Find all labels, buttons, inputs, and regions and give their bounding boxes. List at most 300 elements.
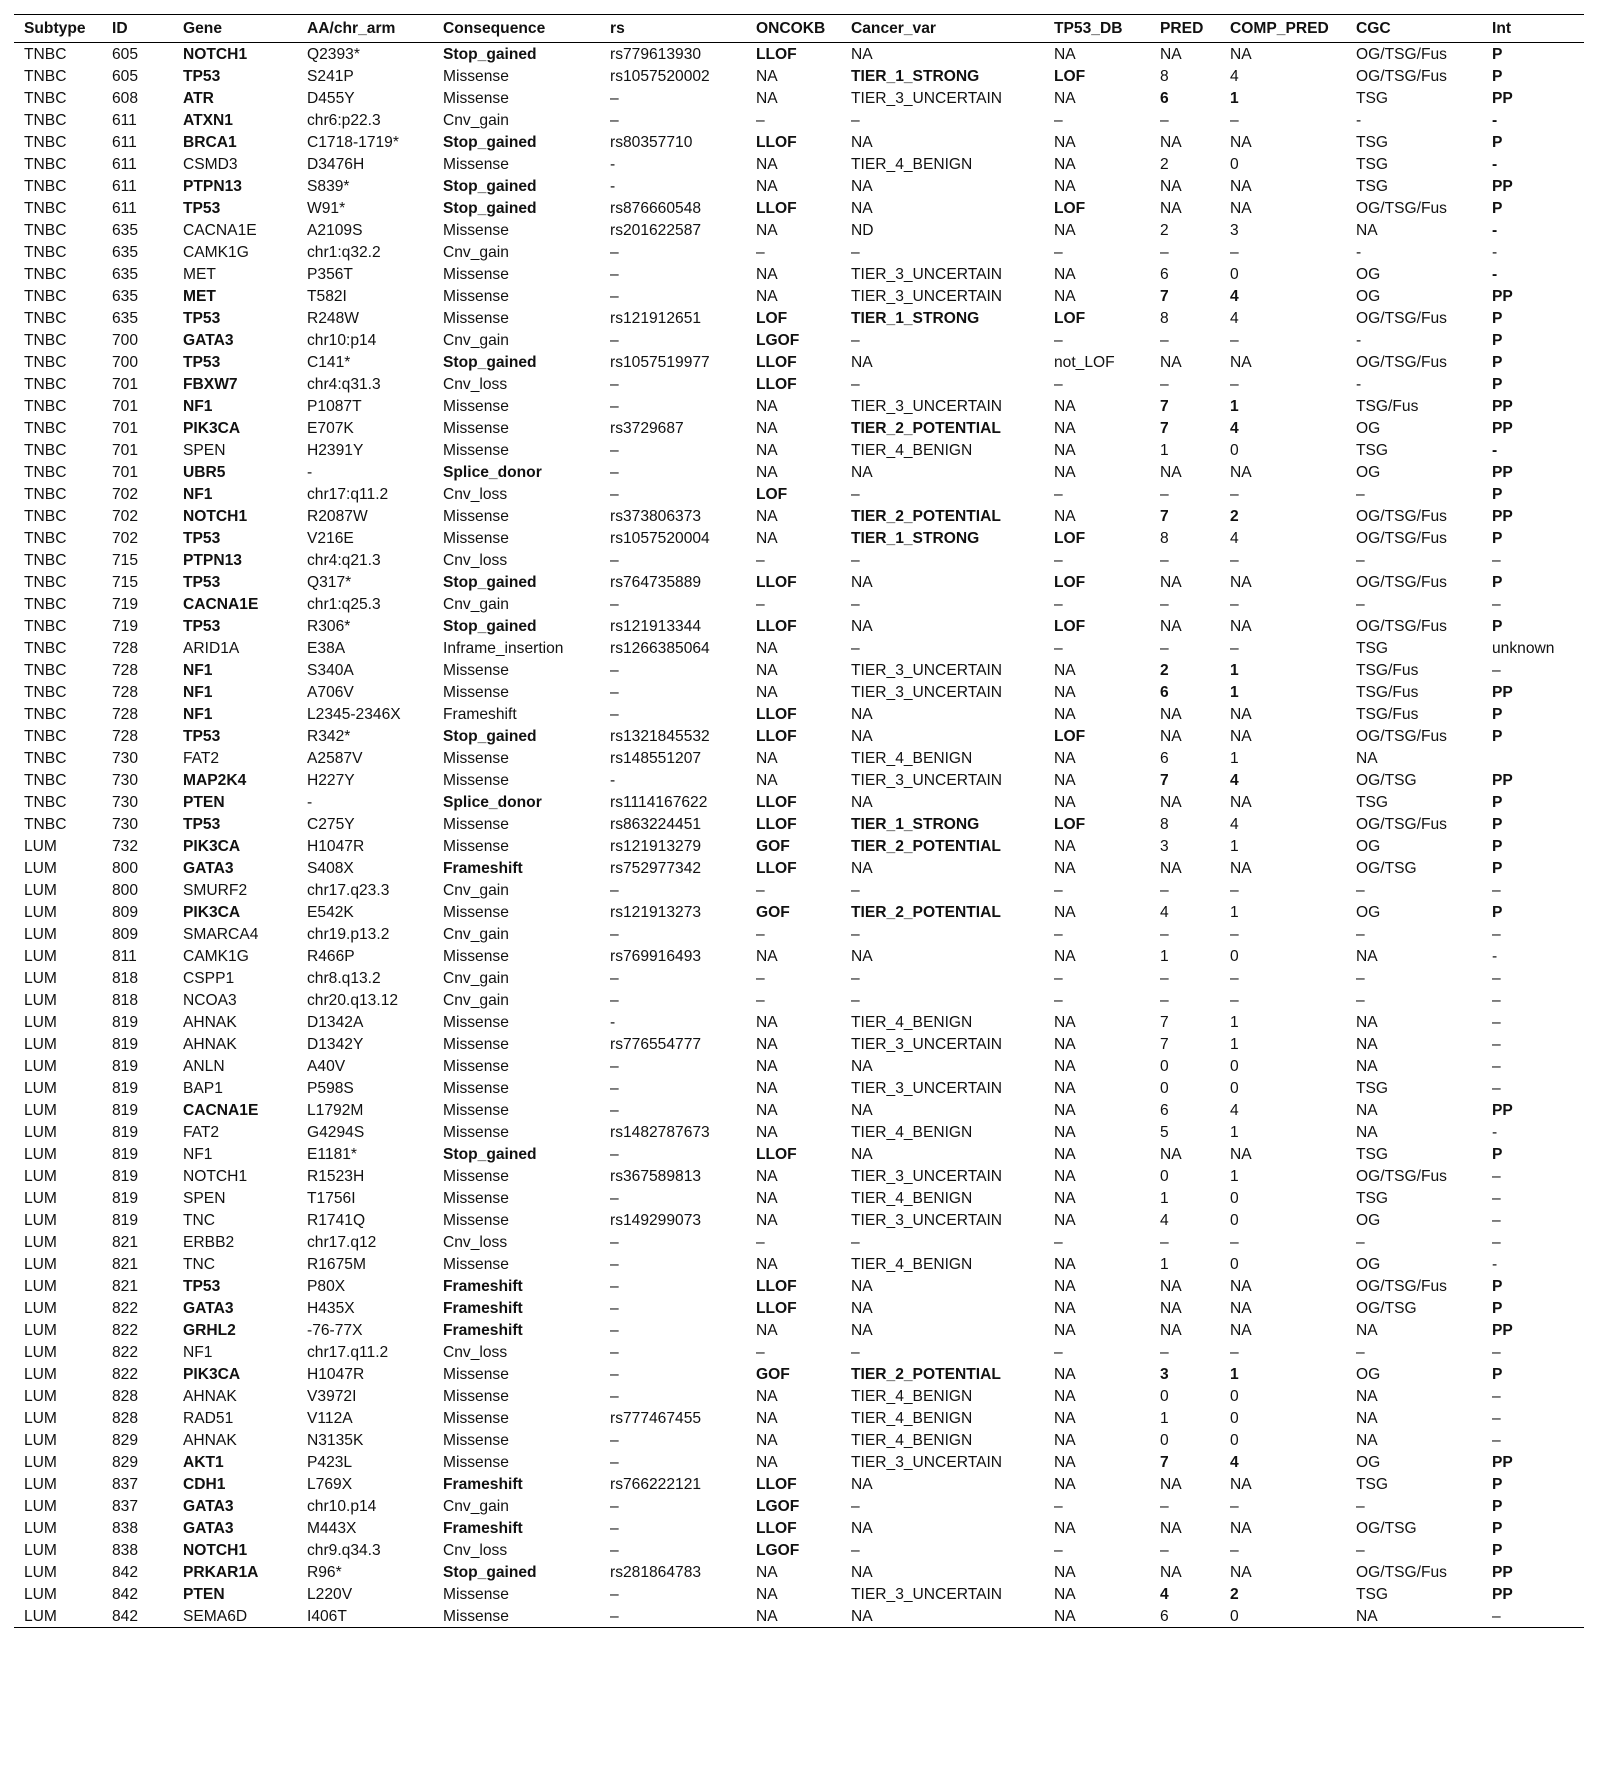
cell-tp53-db: NA: [1054, 1058, 1076, 1075]
cell-cgc: NA: [1356, 750, 1378, 767]
cell-pred: 1: [1160, 1190, 1169, 1207]
cell-cancer-var: TIER_2_POTENTIAL: [851, 508, 1001, 525]
cell-cgc: OG/TSG/Fus: [1356, 508, 1447, 525]
table-row: [14, 351, 1584, 373]
cell-id: 842: [112, 1586, 139, 1603]
cell-cgc: TSG: [1356, 134, 1389, 151]
cell-gene: RAD51: [183, 1410, 234, 1427]
table-header: [14, 15, 1584, 43]
cell-id: 819: [112, 1058, 139, 1075]
cell-oncokb: NA: [756, 640, 778, 657]
cell-pred: –: [1160, 992, 1169, 1009]
cell-pred: 1: [1160, 948, 1169, 965]
cell-rs: –: [610, 1498, 619, 1515]
cell-comp-pred: 4: [1230, 772, 1239, 789]
cell-consequence: Frameshift: [443, 1476, 523, 1493]
cell-oncokb: NA: [756, 68, 778, 85]
table-row: [14, 263, 1584, 285]
table-row: [14, 1253, 1584, 1275]
cell-tp53-db: LOF: [1054, 574, 1086, 591]
table-row: [14, 1121, 1584, 1143]
cell-gene: BAP1: [183, 1080, 223, 1097]
cell-tp53-db: NA: [1054, 46, 1076, 63]
cell-cancer-var: TIER_3_UNCERTAIN: [851, 266, 1003, 283]
cell-subtype: TNBC: [24, 816, 67, 833]
cell-pred: –: [1160, 1542, 1169, 1559]
cell-int: [1482, 747, 1584, 769]
cell-id: 605: [112, 68, 139, 85]
cell-cgc: TSG/Fus: [1356, 398, 1419, 415]
cell-int: –: [1492, 1058, 1501, 1075]
cell-subtype: LUM: [24, 1212, 57, 1229]
cell-comp-pred: –: [1230, 1498, 1239, 1515]
cell-consequence: Frameshift: [443, 1520, 523, 1537]
cell-tp53-db: NA: [1054, 860, 1076, 877]
cell-id: 715: [112, 552, 139, 569]
table-row: [14, 1385, 1584, 1407]
cell-cancer-var: TIER_1_STRONG: [851, 816, 980, 833]
cell-id: 828: [112, 1388, 139, 1405]
cell-subtype: TNBC: [24, 288, 67, 305]
cell-int: P: [1492, 1366, 1503, 1383]
cell-cancer-var: –: [851, 992, 860, 1009]
cell-gene: CAMK1G: [183, 948, 249, 965]
cell-consequence: Missense: [443, 838, 509, 855]
cell-subtype: LUM: [24, 1102, 57, 1119]
cell-gene: TP53: [183, 354, 221, 371]
cell-int: –: [1492, 1388, 1501, 1405]
cell-cancer-var: –: [851, 1234, 860, 1251]
cell-pred: 7: [1160, 508, 1169, 525]
cell-cancer-var: NA: [851, 728, 873, 745]
cell-oncokb: NA: [756, 1168, 778, 1185]
cell-gene: BRCA1: [183, 134, 237, 151]
cell-rs: –: [610, 398, 619, 415]
cell-id: 842: [112, 1608, 139, 1625]
table-row: [14, 637, 1584, 659]
cell-subtype: TNBC: [24, 376, 67, 393]
cell-id: 635: [112, 288, 139, 305]
cell-oncokb: LLOF: [756, 618, 797, 635]
cell-cancer-var: NA: [851, 178, 873, 195]
cell-cgc: OG: [1356, 464, 1381, 481]
cell-rs: rs876660548: [610, 200, 702, 217]
cell-int: -: [1492, 266, 1498, 283]
cell-int: P: [1492, 200, 1503, 217]
cell-cgc: NA: [1356, 1432, 1378, 1449]
cell-pred: NA: [1160, 794, 1182, 811]
cell-subtype: TNBC: [24, 750, 67, 767]
cell-cgc: NA: [1356, 1124, 1378, 1141]
cell-gene: TP53: [183, 574, 221, 591]
cell-pred: 7: [1160, 1014, 1169, 1031]
cell-aa-chr-arm: P80X: [307, 1278, 346, 1295]
cell-comp-pred: –: [1230, 926, 1239, 943]
cell-cgc: –: [1356, 970, 1365, 987]
cell-id: 611: [112, 134, 137, 151]
cell-pred: 2: [1160, 222, 1169, 239]
cell-cancer-var: NA: [851, 1608, 873, 1625]
cell-subtype: LUM: [24, 1520, 57, 1537]
table-row: [14, 1407, 1584, 1429]
cell-comp-pred: NA: [1230, 1322, 1252, 1339]
cell-cancer-var: NA: [851, 706, 873, 723]
cell-comp-pred: NA: [1230, 1564, 1252, 1581]
cell-subtype: LUM: [24, 1388, 57, 1405]
cell-cgc: –: [1356, 1498, 1365, 1515]
table-row: [14, 65, 1584, 87]
cell-rs: –: [610, 1300, 619, 1317]
table-row: [14, 1011, 1584, 1033]
cell-id: 728: [112, 684, 139, 701]
table-row: [14, 1539, 1584, 1561]
table-row: [14, 1275, 1584, 1297]
cell-aa-chr-arm: T1756I: [307, 1190, 356, 1207]
cell-comp-pred: NA: [1230, 354, 1252, 371]
cell-rs: –: [610, 464, 619, 481]
cell-aa-chr-arm: R248W: [307, 310, 359, 327]
cell-cancer-var: –: [851, 970, 860, 987]
cell-cancer-var: TIER_3_UNCERTAIN: [851, 684, 1003, 701]
cell-cgc: OG/TSG/Fus: [1356, 728, 1447, 745]
cell-rs: –: [610, 882, 619, 899]
cell-rs: rs121912651: [610, 310, 702, 327]
cell-rs: –: [610, 1388, 619, 1405]
cell-int: –: [1492, 992, 1501, 1009]
cell-cancer-var: TIER_2_POTENTIAL: [851, 420, 1001, 437]
cell-cgc: TSG: [1356, 156, 1389, 173]
cell-gene: GATA3: [183, 1520, 234, 1537]
cell-comp-pred: 1: [1230, 662, 1239, 679]
cell-cgc: NA: [1356, 1102, 1378, 1119]
cell-cancer-var: TIER_3_UNCERTAIN: [851, 772, 1003, 789]
cell-rs: rs776554777: [610, 1036, 702, 1053]
cell-subtype: LUM: [24, 1300, 57, 1317]
cell-gene: TP53: [183, 1278, 221, 1295]
cell-int: PP: [1492, 288, 1513, 305]
cell-pred: –: [1160, 552, 1169, 569]
table-row: [14, 131, 1584, 153]
cell-tp53-db: –: [1054, 244, 1063, 261]
cell-subtype: LUM: [24, 1322, 57, 1339]
cell-int: –: [1492, 1212, 1501, 1229]
table-row: [14, 1209, 1584, 1231]
cell-rs: -: [610, 178, 616, 195]
cell-aa-chr-arm: chr1:q32.2: [307, 244, 381, 261]
cell-comp-pred: NA: [1230, 618, 1252, 635]
cell-id: 838: [112, 1520, 139, 1537]
cell-subtype: TNBC: [24, 134, 67, 151]
cell-tp53-db: LOF: [1054, 200, 1086, 217]
cell-consequence: Missense: [443, 1432, 509, 1449]
cell-consequence: Missense: [443, 68, 509, 85]
cell-gene: FAT2: [183, 1124, 220, 1141]
cell-id: 635: [112, 244, 139, 261]
cell-gene: SEMA6D: [183, 1608, 248, 1625]
cell-pred: 1: [1160, 1256, 1169, 1273]
cell-tp53-db: LOF: [1054, 728, 1086, 745]
cell-cgc: OG/TSG: [1356, 772, 1417, 789]
cell-oncokb: NA: [756, 750, 778, 767]
cell-oncokb: NA: [756, 156, 778, 173]
cell-aa-chr-arm: D1342Y: [307, 1036, 364, 1053]
cell-cancer-var: NA: [851, 1476, 873, 1493]
cell-int: P: [1492, 1498, 1503, 1515]
cell-id: 842: [112, 1564, 139, 1581]
cell-consequence: Missense: [443, 1212, 509, 1229]
cell-oncokb: NA: [756, 508, 778, 525]
cell-aa-chr-arm: S408X: [307, 860, 354, 877]
cell-oncokb: LLOF: [756, 728, 797, 745]
header-cancer-var: Cancer_var: [851, 20, 936, 37]
cell-subtype: TNBC: [24, 222, 67, 239]
cell-cancer-var: TIER_3_UNCERTAIN: [851, 398, 1003, 415]
cell-cgc: TSG/Fus: [1356, 706, 1419, 723]
cell-oncokb: –: [756, 552, 765, 569]
cell-gene: GATA3: [183, 860, 234, 877]
cell-id: 702: [112, 486, 139, 503]
cell-oncokb: NA: [756, 1432, 778, 1449]
cell-oncokb: –: [756, 992, 765, 1009]
cell-consequence: Missense: [443, 1366, 509, 1383]
cell-consequence: Inframe_insertion: [443, 640, 564, 657]
table-row: [14, 989, 1584, 1011]
cell-pred: 5: [1160, 1124, 1169, 1141]
cell-consequence: Cnv_loss: [443, 486, 508, 503]
cell-int: PP: [1492, 1102, 1513, 1119]
cell-pred: NA: [1160, 354, 1182, 371]
variant-table-container: [14, 14, 1584, 1628]
cell-pred: 7: [1160, 288, 1169, 305]
table-row: [14, 1473, 1584, 1495]
cell-rs: –: [610, 1432, 619, 1449]
cell-consequence: Missense: [443, 948, 509, 965]
cell-tp53-db: NA: [1054, 750, 1076, 767]
cell-gene: GRHL2: [183, 1322, 236, 1339]
cell-oncokb: –: [756, 1234, 765, 1251]
cell-consequence: Missense: [443, 1608, 509, 1625]
cell-comp-pred: NA: [1230, 728, 1252, 745]
cell-id: 811: [112, 948, 137, 965]
table-row: [14, 1341, 1584, 1363]
cell-cancer-var: NA: [851, 1322, 873, 1339]
cell-aa-chr-arm: R96*: [307, 1564, 342, 1581]
cell-tp53-db: NA: [1054, 838, 1076, 855]
cell-cancer-var: –: [851, 552, 860, 569]
cell-cgc: –: [1356, 992, 1365, 1009]
cell-gene: TP53: [183, 530, 221, 547]
cell-comp-pred: 1: [1230, 1036, 1239, 1053]
cell-consequence: Missense: [443, 530, 509, 547]
cell-int: PP: [1492, 398, 1513, 415]
header-oncokb: ONCOKB: [756, 20, 826, 37]
cell-aa-chr-arm: H1047R: [307, 1366, 365, 1383]
cell-cancer-var: NA: [851, 1300, 873, 1317]
cell-aa-chr-arm: R466P: [307, 948, 355, 965]
cell-id: 730: [112, 750, 139, 767]
cell-aa-chr-arm: D3476H: [307, 156, 365, 173]
cell-id: 809: [112, 926, 139, 943]
cell-oncokb: NA: [756, 1124, 778, 1141]
cell-gene: TP53: [183, 816, 221, 833]
cell-int: PP: [1492, 1322, 1513, 1339]
cell-gene: CACNA1E: [183, 596, 259, 613]
cell-gene: ATR: [183, 90, 214, 107]
cell-pred: 0: [1160, 1432, 1169, 1449]
cell-pred: NA: [1160, 1476, 1182, 1493]
cell-oncokb: NA: [756, 772, 778, 789]
cell-cgc: NA: [1356, 222, 1378, 239]
cell-comp-pred: 4: [1230, 1454, 1239, 1471]
cell-gene: CACNA1E: [183, 1102, 259, 1119]
cell-cancer-var: TIER_4_BENIGN: [851, 750, 973, 767]
cell-cgc: OG: [1356, 288, 1381, 305]
cell-pred: 2: [1160, 662, 1169, 679]
cell-cgc: TSG: [1356, 1146, 1389, 1163]
cell-consequence: Stop_gained: [443, 178, 537, 195]
cell-gene: GATA3: [183, 332, 234, 349]
cell-aa-chr-arm: H1047R: [307, 838, 365, 855]
cell-gene: AHNAK: [183, 1014, 237, 1031]
table-row: [14, 1165, 1584, 1187]
cell-rs: –: [610, 1190, 619, 1207]
cell-tp53-db: NA: [1054, 266, 1076, 283]
cell-id: 838: [112, 1542, 139, 1559]
cell-gene: PTPN13: [183, 178, 242, 195]
cell-id: 821: [112, 1278, 139, 1295]
cell-id: 611: [112, 200, 137, 217]
cell-rs: rs121913344: [610, 618, 702, 635]
cell-cancer-var: TIER_1_STRONG: [851, 68, 980, 85]
cell-consequence: Stop_gained: [443, 200, 537, 217]
cell-tp53-db: NA: [1054, 1410, 1076, 1427]
cell-aa-chr-arm: W91*: [307, 200, 346, 217]
cell-gene: TP53: [183, 200, 221, 217]
cell-int: –: [1492, 882, 1501, 899]
cell-subtype: LUM: [24, 1036, 57, 1053]
cell-cancer-var: –: [851, 112, 860, 129]
cell-consequence: Splice_donor: [443, 794, 542, 811]
cell-aa-chr-arm: H227Y: [307, 772, 355, 789]
cell-gene: SMARCA4: [183, 926, 259, 943]
cell-oncokb: NA: [756, 1080, 778, 1097]
cell-aa-chr-arm: T582I: [307, 288, 347, 305]
cell-subtype: TNBC: [24, 530, 67, 547]
cell-tp53-db: –: [1054, 332, 1063, 349]
header-consequence: Consequence: [443, 20, 546, 37]
cell-subtype: LUM: [24, 1278, 57, 1295]
cell-comp-pred: 0: [1230, 266, 1239, 283]
cell-int: -: [1492, 244, 1498, 261]
cell-cgc: NA: [1356, 1322, 1378, 1339]
cell-gene: CSMD3: [183, 156, 238, 173]
cell-int: –: [1492, 1410, 1501, 1427]
table-row: [14, 219, 1584, 241]
cell-pred: NA: [1160, 728, 1182, 745]
cell-cancer-var: –: [851, 376, 860, 393]
cell-aa-chr-arm: chr8.q13.2: [307, 970, 381, 987]
cell-oncokb: NA: [756, 1454, 778, 1471]
cell-oncokb: NA: [756, 1058, 778, 1075]
cell-oncokb: LLOF: [756, 46, 797, 63]
cell-aa-chr-arm: chr9.q34.3: [307, 1542, 381, 1559]
cell-gene: NOTCH1: [183, 1542, 248, 1559]
cell-subtype: TNBC: [24, 200, 67, 217]
cell-comp-pred: –: [1230, 376, 1239, 393]
cell-pred: –: [1160, 332, 1169, 349]
cell-rs: –: [610, 244, 619, 261]
cell-cancer-var: –: [851, 244, 860, 261]
cell-cgc: TSG: [1356, 442, 1389, 459]
cell-aa-chr-arm: L2345-2346X: [307, 706, 401, 723]
cell-oncokb: LLOF: [756, 574, 797, 591]
cell-aa-chr-arm: C141*: [307, 354, 351, 371]
cell-tp53-db: –: [1054, 992, 1063, 1009]
cell-subtype: LUM: [24, 1234, 57, 1251]
cell-gene: MAP2K4: [183, 772, 247, 789]
table-row: [14, 1187, 1584, 1209]
cell-cgc: OG: [1356, 1212, 1381, 1229]
cell-subtype: LUM: [24, 1014, 57, 1031]
cell-oncokb: LGOF: [756, 1498, 800, 1515]
cell-pred: 0: [1160, 1080, 1169, 1097]
cell-int: P: [1492, 46, 1503, 63]
cell-consequence: Cnv_gain: [443, 112, 509, 129]
cell-int: -: [1492, 442, 1498, 459]
cell-cancer-var: TIER_4_BENIGN: [851, 1432, 973, 1449]
cell-rs: –: [610, 332, 619, 349]
cell-rs: rs1321845532: [610, 728, 710, 745]
cell-comp-pred: –: [1230, 332, 1239, 349]
cell-oncokb: LLOF: [756, 200, 797, 217]
cell-cancer-var: NA: [851, 464, 873, 481]
cell-oncokb: LLOF: [756, 1300, 797, 1317]
cell-consequence: Cnv_gain: [443, 926, 509, 943]
cell-comp-pred: NA: [1230, 200, 1252, 217]
cell-gene: SPEN: [183, 442, 226, 459]
cell-aa-chr-arm: L1792M: [307, 1102, 364, 1119]
cell-oncokb: –: [756, 970, 765, 987]
cell-aa-chr-arm: A2109S: [307, 222, 363, 239]
cell-pred: NA: [1160, 134, 1182, 151]
cell-gene: NF1: [183, 398, 213, 415]
cell-comp-pred: NA: [1230, 134, 1252, 151]
cell-subtype: TNBC: [24, 486, 67, 503]
cell-consequence: Stop_gained: [443, 618, 537, 635]
cell-oncokb: NA: [756, 1410, 778, 1427]
cell-cancer-var: NA: [851, 1278, 873, 1295]
cell-int: P: [1492, 838, 1503, 855]
table-row: [14, 1055, 1584, 1077]
cell-id: 701: [112, 398, 139, 415]
cell-consequence: Missense: [443, 904, 509, 921]
cell-tp53-db: NA: [1054, 156, 1076, 173]
cell-int: –: [1492, 1168, 1501, 1185]
cell-subtype: LUM: [24, 926, 57, 943]
cell-consequence: Frameshift: [443, 706, 517, 723]
cell-id: 701: [112, 464, 139, 481]
cell-oncokb: LLOF: [756, 1520, 797, 1537]
cell-int: P: [1492, 1300, 1503, 1317]
cell-cancer-var: NA: [851, 1102, 873, 1119]
cell-int: P: [1492, 728, 1503, 745]
cell-rs: rs80357710: [610, 134, 693, 151]
cell-tp53-db: NA: [1054, 1432, 1076, 1449]
cell-pred: NA: [1160, 1520, 1182, 1537]
cell-cgc: OG: [1356, 1454, 1381, 1471]
cell-comp-pred: 1: [1230, 398, 1239, 415]
cell-comp-pred: 1: [1230, 904, 1239, 921]
